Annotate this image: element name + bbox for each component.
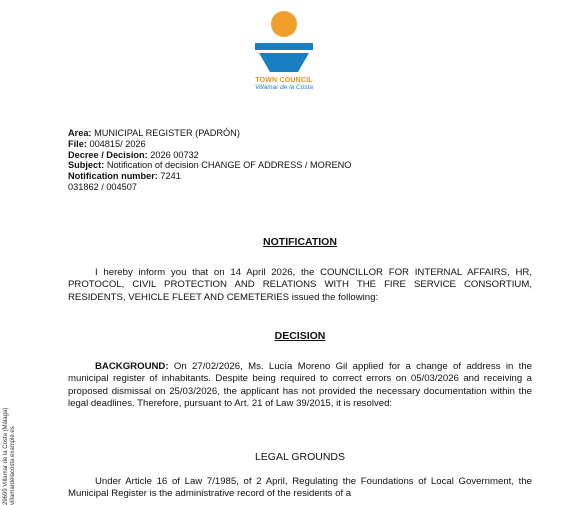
subject-label: Subject: [68,160,105,171]
town-council-logo [236,10,332,91]
area-value: MUNICIPAL REGISTER (PADRÓN) [94,128,240,138]
notification-heading: NOTIFICATION [263,236,337,248]
sun-and-sea-emblem [244,10,324,76]
logo-subtitle: Villamar de la Costa [254,84,314,91]
decree-row [68,150,351,161]
notification-number-label: Notification number: [68,171,158,182]
background-text: On 27/02/2026, Ms. Lucía Moreno Gil applied for a change of address in the municipal register of inhabitants. Despite being required to correct errors on 05/03/2026 and receiving a proposed dismissal on 25/03/2026, the applicant has not provided the necessary documentation within the legal deadlines. Therefore, pursuant to Art. 21 of Law 39/2015, it is resolved: [68,361,532,409]
notification-number-value: 7241 [160,171,181,182]
notification-number-row [68,171,351,182]
side-address [3,408,17,505]
background-label: BACKGROUND: [95,361,169,372]
legal-grounds-text: Under Article 16 of Law 7/1985, of 2 April, Regulating the Foundations of Local Government, the Municipal Register is the administrative record of the residents of a [68,476,532,500]
notification-paragraph [68,267,532,304]
notification-text: I hereby inform you that on 14 April 2026, the COUNCILLOR FOR INTERNAL AFFAIRS, HR, PROTOCOL, CIVIL PROTECTION AND RELATIONS WITH THE FIRE SERVICE CONSORTIUM, RESIDENTS, VEHICLE FLEET AND CEMETERIES issued the following: [68,267,532,303]
reference-code: 031862 / 004507 [68,181,137,192]
legal-grounds-paragraph [68,476,532,501]
area-label: Area: [68,128,92,138]
subject-value: Notification of decision CHANGE OF ADDRESS / MORENO [106,160,352,171]
side-address-line: 29699 Villamar de la Costa (Málaga) [3,407,9,505]
background-paragraph [68,361,532,410]
subject-row [68,160,351,171]
legal-grounds-heading: LEGAL GROUNDS [254,451,346,463]
decree-value: 2026 00732 [150,149,199,160]
document-metadata [68,128,351,193]
file-row [68,139,351,150]
side-website: villamardelacosta.example.es [10,426,16,505]
decision-heading: DECISION [274,330,326,342]
logo-title: TOWN COUNCIL [255,77,313,84]
area-row [68,128,351,139]
file-label: File: [68,138,87,149]
file-value: 004815/ 2026 [89,138,146,149]
decree-label: Decree / Decision: [68,149,148,160]
